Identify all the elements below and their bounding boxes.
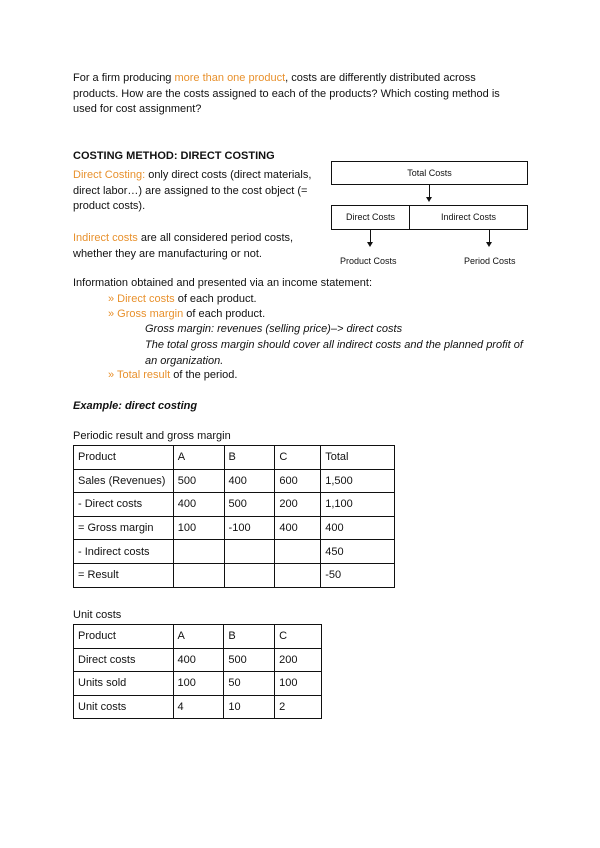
table-cell: 100	[173, 516, 224, 540]
table-cell: 400	[173, 648, 224, 672]
direct-costing-term: Direct Costing:	[73, 169, 146, 181]
table-cell: - Direct costs	[74, 493, 174, 517]
table-row	[74, 695, 322, 719]
table-cell: - Indirect costs	[74, 540, 174, 564]
table-cell: 200	[275, 493, 321, 517]
income-bullet-3: » Total result of the period.	[108, 369, 238, 381]
table-cell: = Result	[74, 563, 174, 587]
table-cell: -50	[321, 563, 395, 587]
arrow-down-icon	[486, 242, 492, 247]
table-cell: Direct costs	[74, 648, 174, 672]
table-cell: A	[173, 625, 224, 649]
table-cell: 2	[275, 695, 322, 719]
indirect-costs-term: Indirect costs	[73, 232, 138, 244]
arrow-down-icon	[367, 242, 373, 247]
table-cell: 400	[275, 516, 321, 540]
arrow-down-icon	[426, 197, 432, 202]
table-cell	[275, 563, 321, 587]
table-cell: 400	[173, 493, 224, 517]
table-cell: C	[275, 625, 322, 649]
table-cell: Product	[74, 446, 174, 470]
table-cell: Unit costs	[74, 695, 174, 719]
direct-costing-paragraph: Direct Costing: only direct costs (direct materials, direct labor…) are assigned to the cost object (= product costs).	[73, 169, 312, 212]
table-cell	[173, 563, 224, 587]
section-title: COSTING METHOD: DIRECT COSTING	[73, 150, 275, 162]
table-cell: 1,100	[321, 493, 395, 517]
table-row	[74, 563, 395, 587]
intro-highlight: more than one product	[174, 72, 286, 84]
table-cell: 600	[275, 469, 321, 493]
table-row	[74, 540, 395, 564]
table-cell: 50	[224, 672, 275, 696]
table-cell: 400	[224, 469, 275, 493]
table-header-row	[74, 625, 322, 649]
gross-margin-coverage-note: The total gross margin should cover all indirect costs and the planned profit of an organization.	[145, 339, 523, 367]
table-header-row	[74, 446, 395, 470]
table-cell: 500	[224, 493, 275, 517]
table-cell: 500	[224, 648, 275, 672]
indirect-costs-box: Indirect Costs	[409, 205, 528, 230]
table-cell: Sales (Revenues)	[74, 469, 174, 493]
table-cell: 500	[173, 469, 224, 493]
period-costs-label: Period Costs	[464, 256, 516, 266]
indirect-costs-paragraph: Indirect costs are all considered period costs, whether they are manufacturing or not.	[73, 232, 294, 260]
table-cell: -100	[224, 516, 275, 540]
table-cell: Total	[321, 446, 395, 470]
table-cell: C	[275, 446, 321, 470]
total-costs-box: Total Costs	[331, 161, 528, 185]
table-cell: 4	[173, 695, 224, 719]
income-bullet-1: » Direct costs of each product.	[108, 293, 257, 305]
table-cell: 400	[321, 516, 395, 540]
table-cell: Units sold	[74, 672, 174, 696]
unit-costs-table	[73, 624, 322, 719]
table-row	[74, 672, 322, 696]
direct-costs-box: Direct Costs	[331, 205, 410, 230]
table-row	[74, 493, 395, 517]
table-cell: 200	[275, 648, 322, 672]
table-row	[74, 648, 322, 672]
table-cell: B	[224, 625, 275, 649]
table-cell: 100	[275, 672, 322, 696]
intro-paragraph: For a firm producing more than one product, costs are differently distributed across products. How are the costs assigned to each of the products? Which costing method is used for cost assignment?	[73, 72, 500, 115]
table-cell: 10	[224, 695, 275, 719]
table-cell	[224, 540, 275, 564]
income-lead: Information obtained and presented via an income statement:	[73, 277, 373, 289]
table-cell: = Gross margin	[74, 516, 174, 540]
table1-caption: Periodic result and gross margin	[73, 430, 231, 442]
table2-caption: Unit costs	[73, 609, 122, 621]
table-cell: A	[173, 446, 224, 470]
product-costs-label: Product Costs	[340, 256, 397, 266]
table-cell: 450	[321, 540, 395, 564]
table-row	[74, 469, 395, 493]
table-cell	[173, 540, 224, 564]
table-cell: 100	[173, 672, 224, 696]
gross-margin-note: Gross margin: revenues (selling price)–> direct costs	[145, 323, 403, 335]
table-cell: B	[224, 446, 275, 470]
table-cell	[224, 563, 275, 587]
table-cell: Product	[74, 625, 174, 649]
example-title: Example: direct costing	[73, 400, 198, 412]
income-bullet-2: » Gross margin of each product.	[108, 308, 266, 320]
table-cell	[275, 540, 321, 564]
periodic-result-table	[73, 445, 395, 588]
table-row	[74, 516, 395, 540]
table-cell: 1,500	[321, 469, 395, 493]
